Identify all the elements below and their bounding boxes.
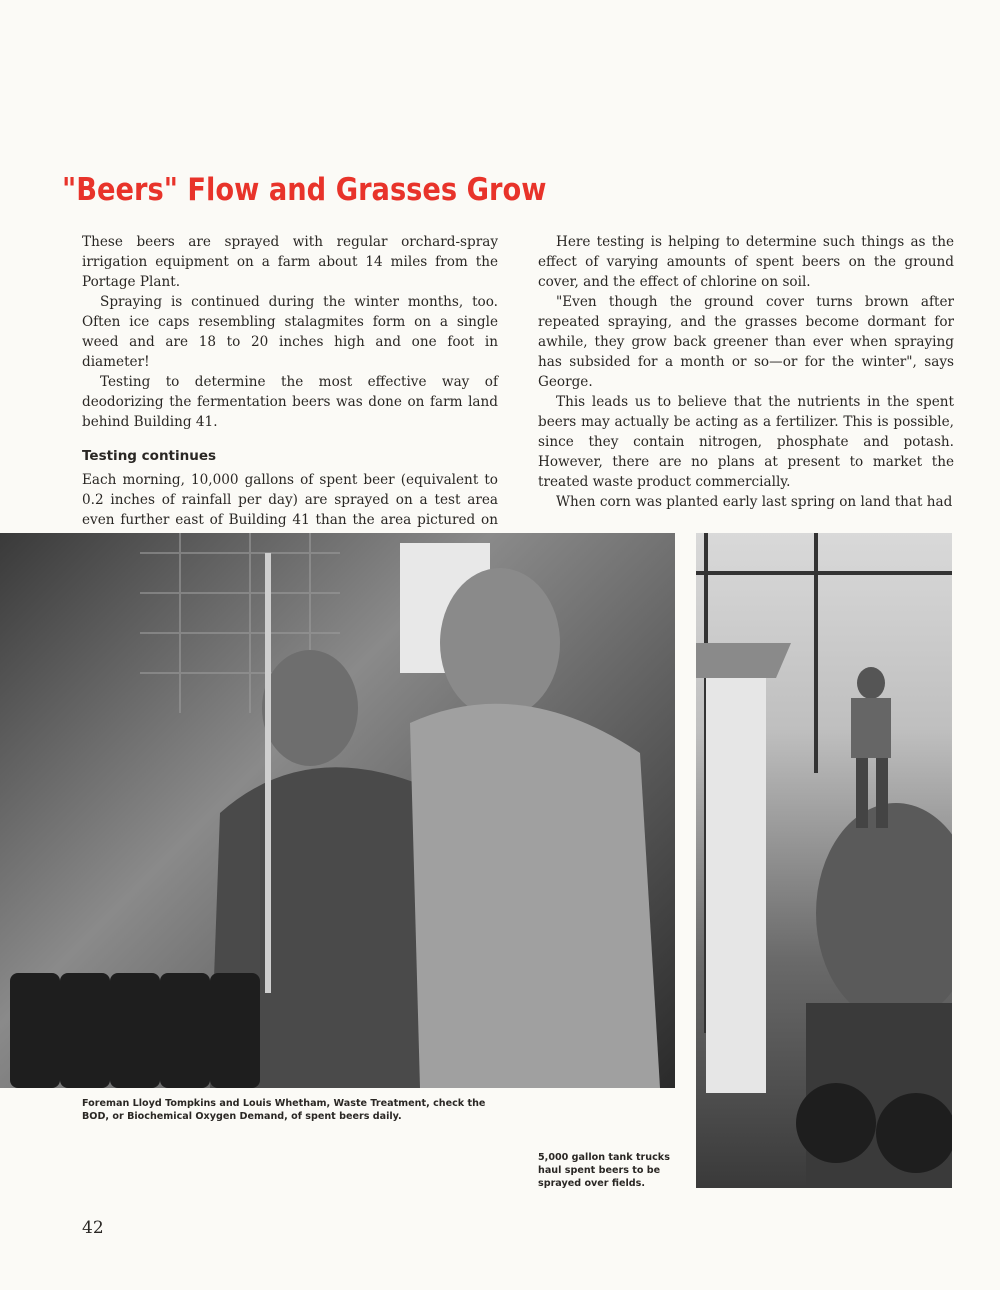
lab-photo-caption: Foreman Lloyd Tompkins and Louis Whetham, Waste Treatment, check the BOD, or Biochemical Oxygen Demand, of spent beers daily. — [82, 1098, 486, 1122]
truck-photo-caption: 5,000 gallon tank trucks haul spent beers to be sprayed over fields. — [538, 1152, 670, 1189]
truck-photo — [696, 533, 952, 1188]
lab-photo — [0, 533, 675, 1088]
paragraph: "Even though the ground cover turns brown after repeated spraying, and the grasses become dormant for awhile, they grow back greener than ever when spraying has subsided for a month or so—or for the winter", says George. — [538, 294, 954, 390]
paragraph: Here testing is helping to determine such things as the effect of varying amounts of spent beers on the ground cover, and the effect of chlorine on soil. — [538, 234, 954, 290]
paragraph: Testing to determine the most effective way of deodorizing the fermentation beers was done on farm land behind Building 41. — [82, 374, 498, 430]
article-title: "Beers" Flow and Grasses Grow — [62, 172, 547, 208]
left-column — [82, 232, 498, 550]
paragraph: Spraying is continued during the winter months, too. Often ice caps resembling stalagmites form on a single weed and are 18 to 20 inches high and one foot in diameter! — [82, 294, 498, 370]
paragraph: When corn was planted early last spring on land that had — [556, 494, 953, 510]
right-column — [538, 232, 954, 512]
paragraph: These beers are sprayed with regular orchard-spray irrigation equipment on a farm about 14 miles from the Portage Plant. — [82, 234, 498, 290]
paragraph: Each morning, 10,000 gallons of spent beer (equivalent to 0.2 inches of rainfall per day) are sprayed on a test area even further east of Building 41 than the area pictured on — [82, 472, 498, 528]
subheading: Testing continues — [82, 448, 217, 464]
page-number: 42 — [82, 1218, 104, 1238]
paragraph: This leads us to believe that the nutrients in the spent beers may actually be acting as a fertilizer. This is possible, since they contain nitrogen, phosphate and potash. However, there are no plans at present to market the treated waste product commercially. — [538, 394, 954, 490]
